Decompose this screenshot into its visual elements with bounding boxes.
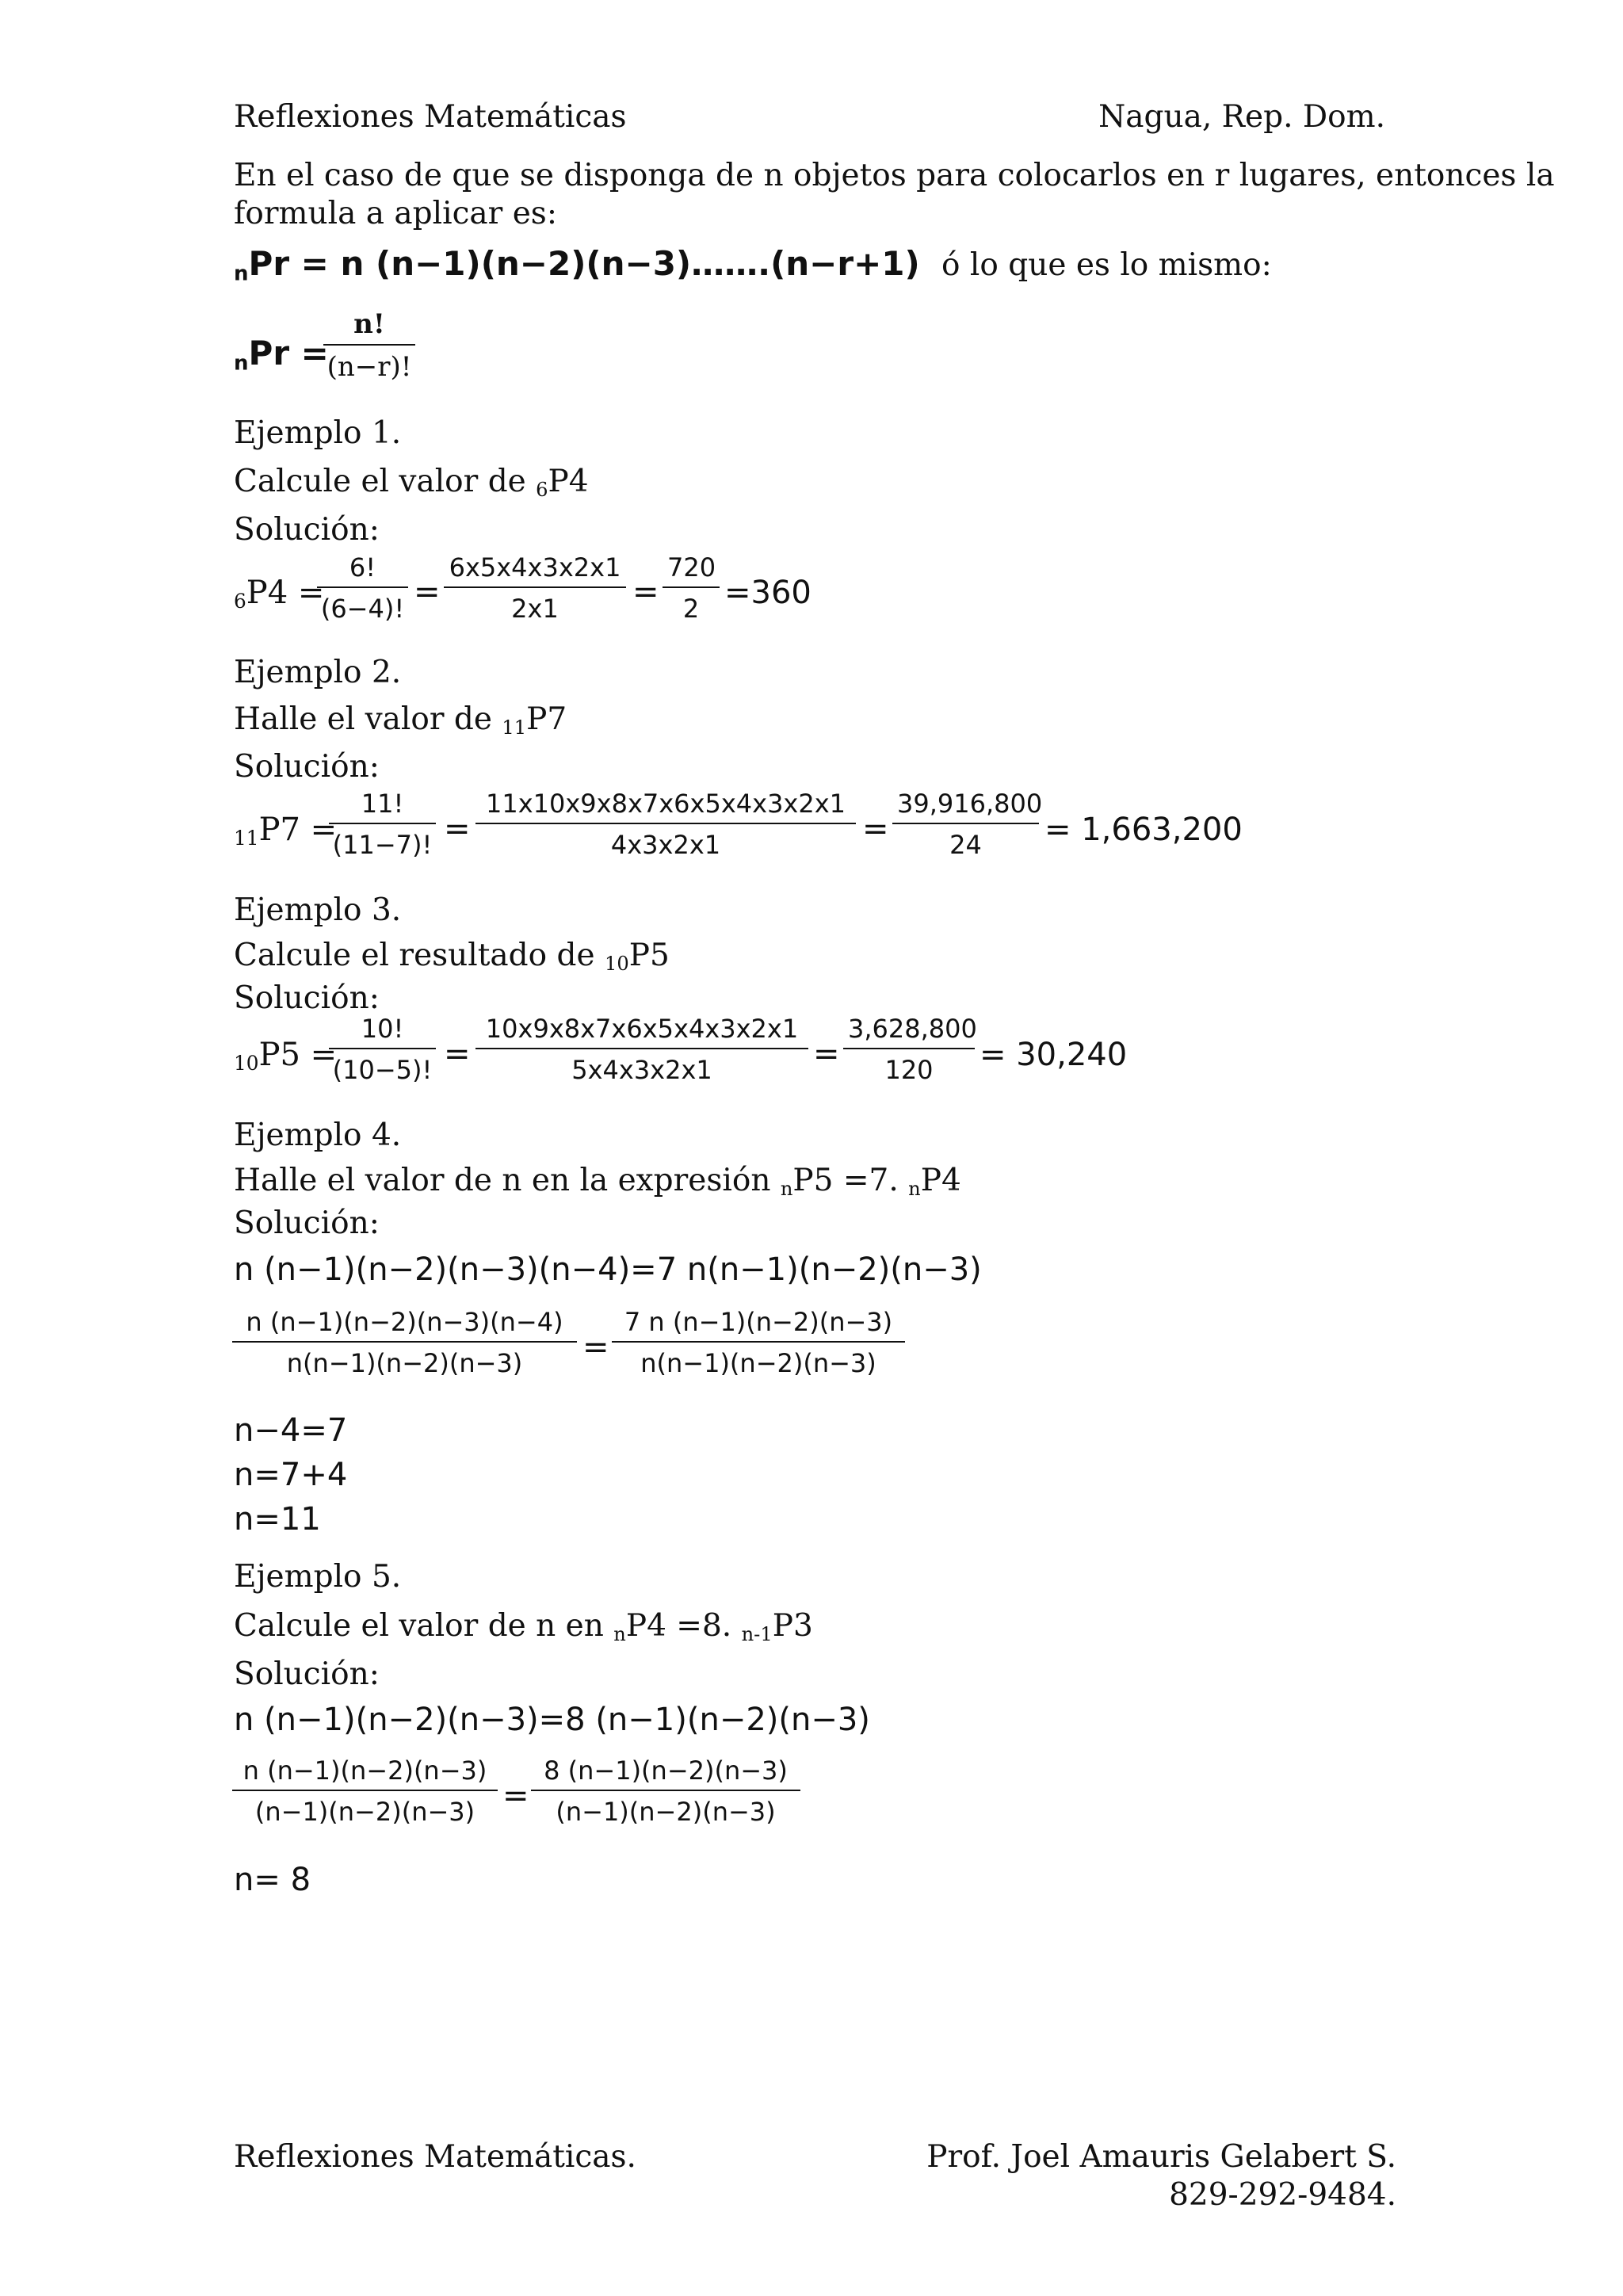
header-right: Nagua, Rep. Dom.	[1098, 99, 1385, 135]
equals-sign: =	[502, 1778, 529, 1814]
example-2-title: Ejemplo 2.	[234, 655, 402, 690]
example-3-solution-label: Solución:	[234, 980, 380, 1016]
example-2-prompt: Halle el valor de $_{11}$P7	[234, 701, 567, 739]
intro-line-1: En el caso de que se disponga de n objetos para colocarlos en r lugares, entonces la	[234, 158, 1555, 193]
example-5-solution-label: Solución:	[234, 1656, 380, 1692]
example-4-step-3: n=11	[234, 1501, 321, 1538]
example-3-fraction-1: $\frac{10!}{(10-5)!}$	[329, 1016, 436, 1083]
footer-phone: 829-292-9484.	[1169, 2177, 1396, 2213]
example-4-step-1: n−4=7	[234, 1412, 348, 1449]
example-4-step-2: n=7+4	[234, 1457, 348, 1493]
example-4-equation: n (n−1)(n−2)(n−3)(n−4)=7 n(n−1)(n−2)(n−3)	[234, 1251, 982, 1288]
example-1-solution-label: Solución:	[234, 512, 380, 548]
footer-left: Reflexiones Matemáticas.	[234, 2139, 636, 2175]
example-2-fraction-2: $\frac{11x10x9x8x7x6x5x4x3x2x1}{4x3x2x1}$	[475, 791, 856, 858]
example-1-fraction-3: $\frac{720}{2}$	[663, 555, 720, 621]
example-3-prompt: Calcule el resultado de $_{10}$P5	[234, 938, 670, 976]
example-5-fraction-left: $\frac{n (n-1)(n-2)(n-3)}{(n-1)(n-2)(n-3)}$	[232, 1758, 498, 1824]
example-3-fraction-2: $\frac{10x9x8x7x6x5x4x3x2x1}{5x4x3x2x1}$	[475, 1016, 808, 1083]
example-1-lhs: $_6$P4 =	[234, 575, 325, 613]
example-2-lhs: $_{11}$P7 =	[234, 812, 338, 850]
example-1-result: =360	[724, 575, 812, 611]
example-5-title: Ejemplo 5.	[234, 1559, 402, 1595]
example-1-title: Ejemplo 1.	[234, 415, 402, 451]
footer-author: Prof. Joel Amauris Gelabert S.	[926, 2139, 1396, 2175]
equals-sign: =	[582, 1329, 609, 1366]
example-2-fraction-1: $\frac{11!}{(11-7)!}$	[329, 791, 436, 858]
example-1-fraction-2: $\frac{6x5x4x3x2x1}{2x1}$	[444, 555, 626, 621]
example-2-solution-label: Solución:	[234, 749, 380, 785]
intro-line-2: formula a aplicar es:	[234, 196, 557, 231]
equals-sign: =	[813, 1036, 840, 1072]
example-5-prompt: Calcule el valor de n en $_n$P4 =8. $_{n-1}$P3	[234, 1608, 813, 1646]
example-4-solution-label: Solución:	[234, 1205, 380, 1241]
example-4-prompt: Halle el valor de n en la expresión $_n$P5 =7. $_n$P4	[234, 1163, 961, 1201]
example-3-lhs: $_{10}$P5 =	[234, 1037, 338, 1075]
example-4-title: Ejemplo 4.	[234, 1117, 402, 1153]
example-3-title: Ejemplo 3.	[234, 892, 402, 928]
equals-sign: =	[632, 574, 659, 610]
example-4-fraction-right: $\frac{7 n (n-1)(n-2)(n-3)}{n(n-1)(n-2)(n-3)}$	[612, 1309, 905, 1376]
example-2-fraction-3: $\frac{39,916,800}{24}$	[892, 791, 1039, 858]
example-5-equation: n (n−1)(n−2)(n−3)=8 (n−1)(n−2)(n−3)	[234, 1702, 870, 1738]
example-3-fraction-3: $\frac{3,628,800}{120}$	[843, 1016, 975, 1083]
example-5-result: n= 8	[234, 1862, 311, 1898]
equals-sign: =	[444, 1036, 471, 1072]
example-3-result: = 30,240	[980, 1037, 1128, 1073]
equals-sign: =	[862, 811, 889, 847]
factorial-formula-fraction: $\frac{n!}{(n-r)!}$	[323, 311, 415, 380]
header-left: Reflexiones Matemáticas	[234, 99, 627, 135]
example-4-fraction-left: $\frac{n (n-1)(n-2)(n-3)(n-4)}{n(n-1)(n-2)(n-3)}$	[232, 1309, 577, 1376]
equals-sign: =	[444, 811, 471, 847]
equals-sign: =	[414, 574, 441, 610]
permutation-formula: $_n$Pr = n (n−1)(n−2)(n−3)…….(n−r+1) ó lo que es lo mismo:	[234, 244, 1272, 286]
factorial-formula-lhs: $_n$Pr =	[234, 334, 329, 376]
example-1-prompt: Calcule el valor de $_6$P4	[234, 464, 589, 502]
example-5-fraction-right: $\frac{8 (n-1)(n-2)(n-3)}{(n-1)(n-2)(n-3)}$	[531, 1758, 800, 1824]
example-2-result: = 1,663,200	[1044, 812, 1243, 848]
example-1-fraction-1: $\frac{6!}{(6-4)!}$	[317, 555, 408, 621]
